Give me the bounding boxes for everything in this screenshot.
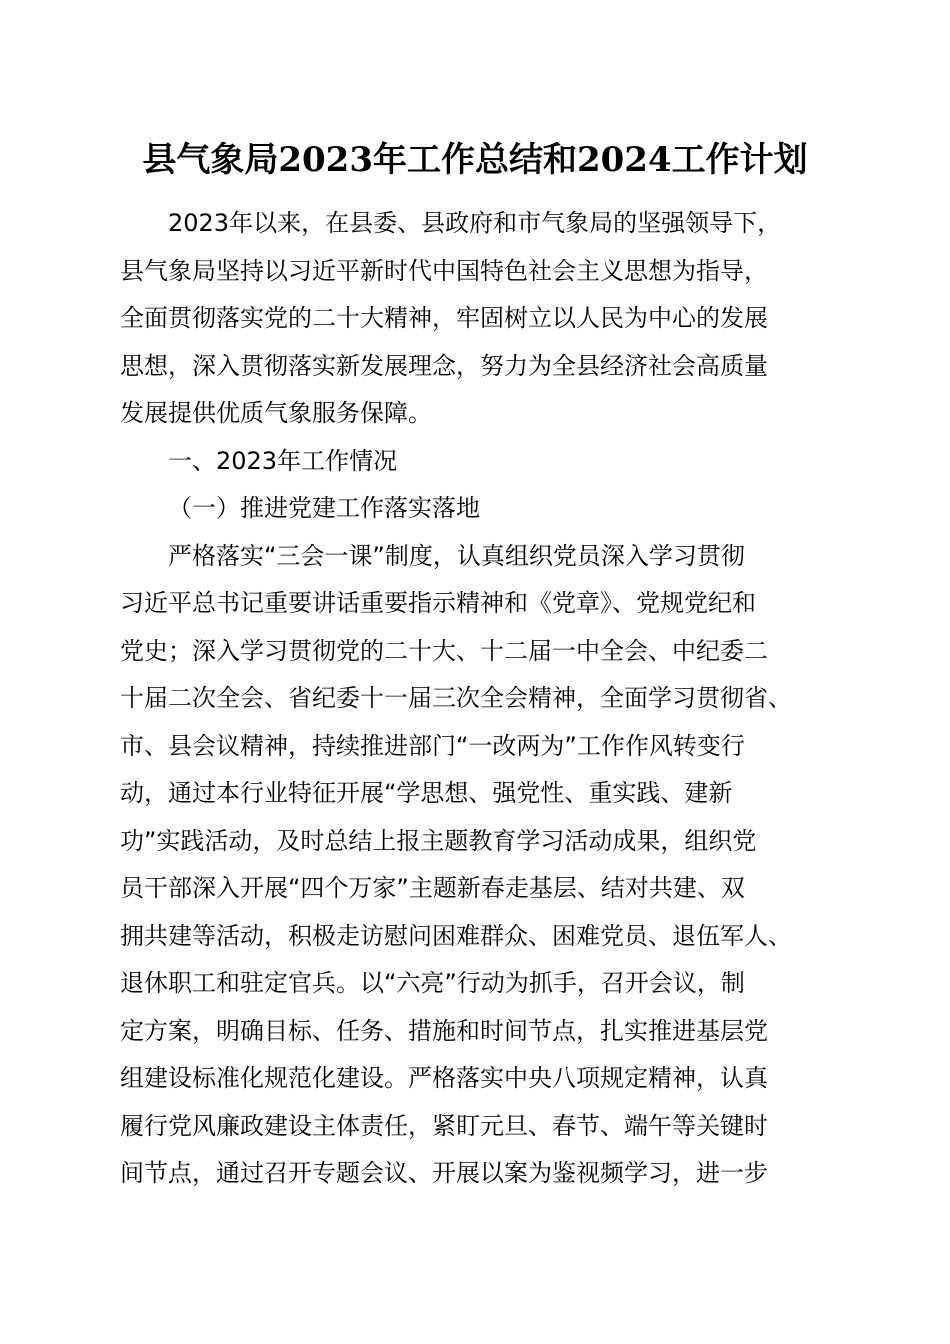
body-line: 十届二次全会、省纪委十一届三次全会精神，全面学习贯彻省、 <box>120 684 792 712</box>
body-line: 拥共建等活动，积极走访慰问困难群众、困难党员、退伍军人、 <box>120 921 792 950</box>
intro-paragraph <box>120 200 840 438</box>
body-line: 员干部深入开展“四个万家”主题新春走基层、结对共建、双 <box>120 874 745 902</box>
intro-line: 县气象局坚持以习近平新时代中国特色社会主义思想为指导， <box>120 256 768 285</box>
body-line: 定方案，明确目标、任务、措施和时间节点，扎实推进基层党 <box>120 1016 768 1045</box>
intro-line: 思想，深入贯彻落实新发展理念，努力为全县经济社会高质量 <box>120 351 768 380</box>
body-paragraph <box>120 533 840 1198</box>
body-line: 严格落实“三会一课”制度，认真组织党员深入学习贯彻 <box>120 541 745 570</box>
intro-line: 发展提供优质气象服务保障。 <box>120 399 432 427</box>
document-body <box>120 200 840 1198</box>
body-line: 党史；深入学习贯彻党的二十大、十二届一中全会、中纪委二 <box>120 636 768 665</box>
body-line: 组建设标准化规范化建设。严格落实中央八项规定精神，认真 <box>120 1064 768 1092</box>
intro-line: 全面贯彻落实党的二十大精神，牢固树立以人民为中心的发展 <box>120 304 768 332</box>
intro-line: 2023年以来，在县委、县政府和市气象局的坚强领导下， <box>120 209 782 237</box>
body-line: 市、县会议精神，持续推进部门“一改两为”工作作风转变行 <box>120 731 745 760</box>
body-line: 间节点，通过召开专题会议、开展以案为鉴视频学习，进一步 <box>120 1159 768 1187</box>
section-heading: 一、2023年工作情况 <box>168 446 398 475</box>
subsection-heading: （一）推进党建工作落实落地 <box>168 494 480 522</box>
document-title: 县气象局2023年工作总结和2024工作计划 <box>142 140 808 180</box>
body-line: 动，通过本行业特征开展“学思想、强党性、重实践、建新 <box>120 779 733 807</box>
body-line: 习近平总书记重要讲话重要指示精神和《党章》、党规党纪和 <box>120 589 756 617</box>
body-line: 功”实践活动，及时总结上报主题教育学习活动成果，组织党 <box>120 826 757 855</box>
body-line: 履行党风廉政建设主体责任，紧盯元旦、春节、端午等关键时 <box>120 1111 768 1140</box>
body-line: 退休职工和驻定官兵。以“六亮”行动为抓手，召开会议，制 <box>120 969 745 997</box>
